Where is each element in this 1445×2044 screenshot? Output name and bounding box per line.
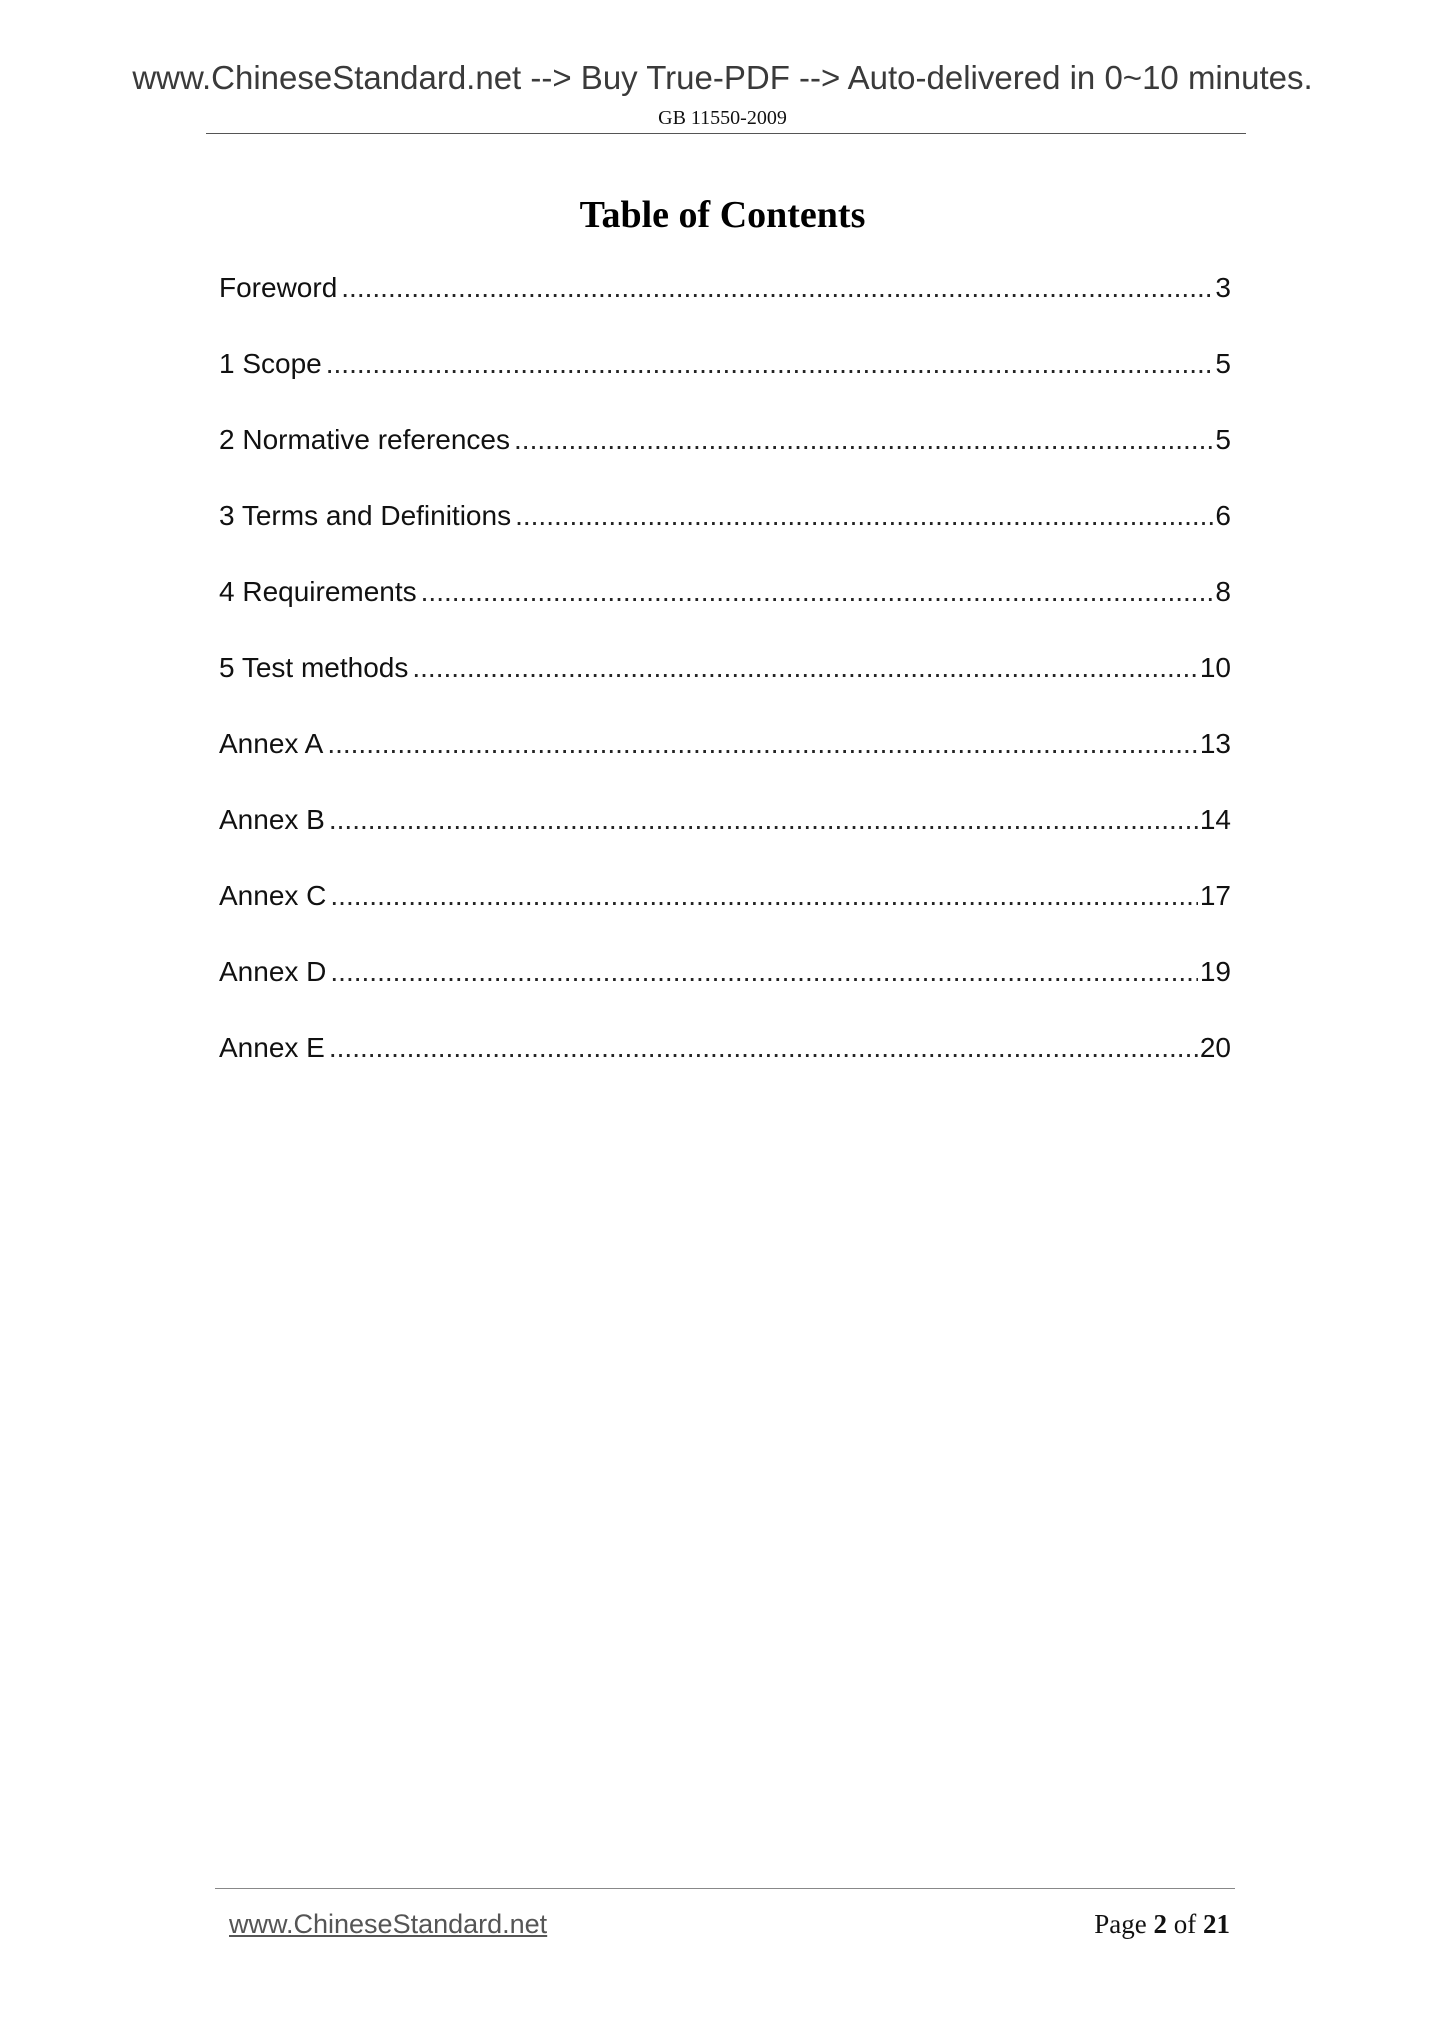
toc-entry-page: 6 [1215,500,1231,531]
page-total: 21 [1203,1909,1230,1939]
header-divider [206,133,1246,134]
toc-entry-page: 20 [1199,1032,1231,1063]
toc-entry-test-methods[interactable] [219,646,1231,722]
dot-leader [330,874,1197,918]
toc-entry-label: 5 Test methods [219,652,409,683]
dot-leader [330,950,1197,994]
toc-entry-label: 4 Requirements [219,576,417,607]
toc-entry-label: 2 Normative references [219,424,511,455]
toc-entry-page: 13 [1199,728,1231,759]
toc-entry-label: Annex B [219,804,325,835]
dot-leader [326,342,1214,386]
dot-leader [421,570,1214,614]
toc-entry-label: Annex A [219,728,324,759]
toc-entry-normative-references[interactable] [219,418,1231,494]
toc-entry-label: Annex D [219,956,327,987]
toc-entry-page: 3 [1215,272,1231,303]
dot-leader [515,494,1213,538]
toc-entry-label: Annex E [219,1032,325,1063]
page-current: 2 [1153,1909,1167,1939]
dot-leader [412,646,1197,690]
toc-entry-annex-e[interactable] [219,1026,1231,1102]
toc-entry-page: 5 [1215,424,1231,455]
table-of-contents [219,266,1231,1102]
footer-site-link[interactable]: www.ChineseStandard.net [229,1909,548,1939]
page-number [1094,1906,1230,1942]
dot-leader [329,1026,1198,1070]
toc-entry-label: Annex C [219,880,327,911]
toc-entry-terms-and-definitions[interactable] [219,494,1231,570]
dot-leader [514,418,1213,462]
toc-entry-scope[interactable] [219,342,1231,418]
toc-entry-label: Foreword [219,272,338,303]
toc-entry-page: 8 [1215,576,1231,607]
toc-entry-label: 3 Terms and Definitions [219,500,512,531]
dot-leader [341,266,1213,310]
toc-entry-requirements[interactable] [219,570,1231,646]
page-prefix: Page [1094,1909,1147,1939]
toc-entry-annex-b[interactable] [219,798,1231,874]
toc-entry-page: 14 [1199,804,1231,835]
document-code: GB 11550-2009 [658,107,787,129]
dot-leader [327,722,1198,766]
site-banner: www.ChineseStandard.net --> Buy True-PDF --> Auto-delivered in 0~10 minutes. [132,59,1313,96]
toc-entry-page: 17 [1199,880,1231,911]
toc-entry-annex-d[interactable] [219,950,1231,1026]
toc-entry-foreword[interactable] [219,266,1231,342]
toc-entry-page: 5 [1215,348,1231,379]
toc-entry-page: 19 [1199,956,1231,987]
page-of: of [1173,1909,1197,1939]
footer-divider [215,1888,1235,1889]
toc-entry-label: 1 Scope [219,348,322,379]
toc-entry-annex-a[interactable] [219,722,1231,798]
toc-entry-page: 10 [1199,652,1231,683]
page-title: Table of Contents [579,194,866,236]
dot-leader [329,798,1198,842]
toc-entry-annex-c[interactable] [219,874,1231,950]
